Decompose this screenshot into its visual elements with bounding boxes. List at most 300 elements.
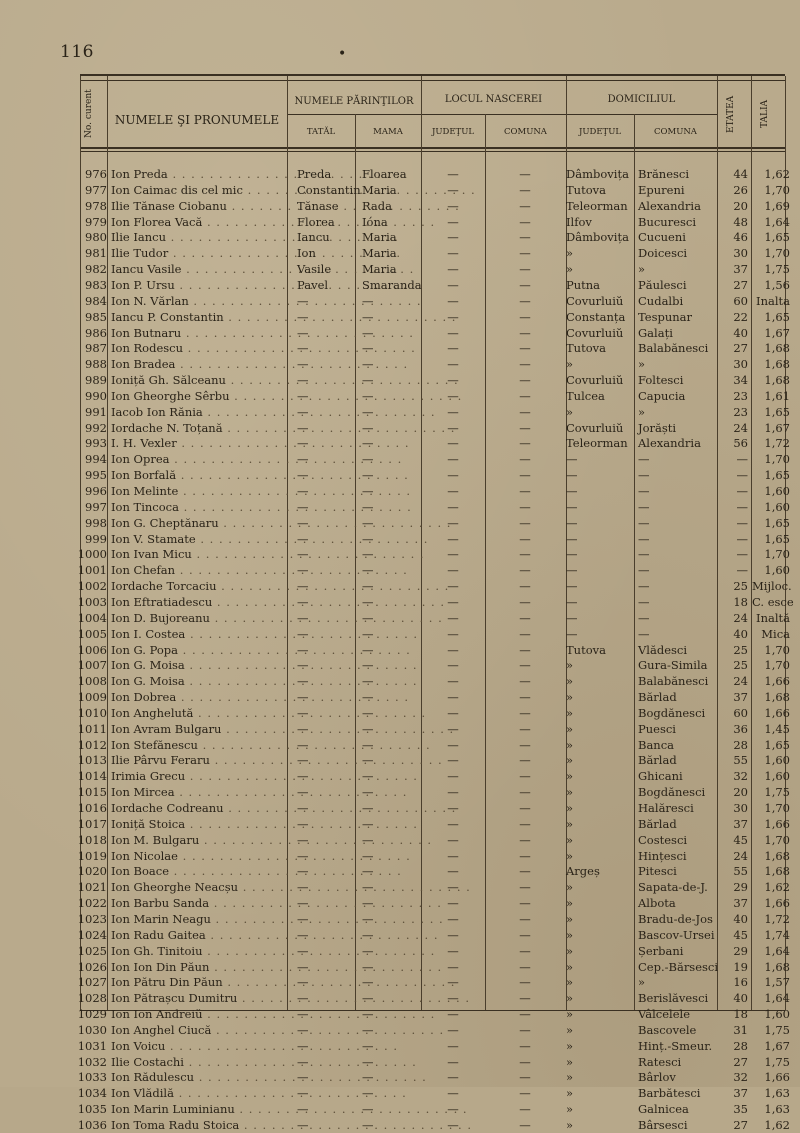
birth-commune: — [519,436,531,451]
table-row [0,594,800,610]
residence-commune: Bucuresci [638,214,697,229]
person-name: Ion Borfală . . . [111,467,286,483]
height: 1,66 [764,1070,790,1085]
birth-commune: — [519,468,531,483]
birth-commune: — [519,864,531,879]
birth-commune: — [519,484,531,498]
residence-county: — [566,547,578,562]
age: 27 [733,1054,748,1069]
mother-name: Rada [362,198,392,213]
mother-name: — [362,357,374,372]
mother-name: — [362,785,374,800]
residence-commune: » [638,404,646,419]
row-number: 1019 [77,848,107,863]
table-row [0,1054,800,1070]
subheader-rule [287,114,717,115]
height: 1,70 [764,547,790,562]
birth-county: — [447,246,459,261]
residence-county: Covurluiŭ [566,420,624,435]
row-number: 977 [85,182,107,197]
birth-county: — [447,927,459,942]
height: C. esce [752,594,794,609]
header-locul-nascerei: LOCUL NASCEREI [444,94,543,105]
birth-county: — [447,832,459,847]
table-row [0,689,800,705]
birth-county: — [447,1118,459,1132]
mother-name: Maria [362,230,397,245]
row-number: 1001 [77,563,107,578]
birth-commune: — [519,563,531,578]
header-judetul-domiciliu: JUDEŢUL [578,127,622,137]
table-row [0,848,800,864]
table-row [0,277,800,293]
birth-county: — [447,1070,459,1085]
height: 1,68 [764,959,790,974]
age: — [736,468,748,483]
age: — [736,563,748,578]
table-row [0,1101,800,1117]
age: 24 [733,674,748,689]
father-name: — [297,420,309,435]
age: 28 [733,1038,748,1053]
mother-name: — [362,468,374,483]
table-row [0,356,800,372]
person-name: Ilie Iancu . . . [111,229,286,245]
residence-county: — [566,515,578,530]
mother-name: — [362,991,374,1006]
person-name: Ion Rădulescu . . . [111,1069,286,1085]
birth-commune: — [519,452,531,467]
residence-county: » [566,816,574,831]
residence-commune: — [638,594,650,609]
age: — [736,499,748,514]
age: 24 [733,610,748,625]
birth-commune: — [519,341,531,356]
age: 25 [733,642,748,657]
residence-commune: Bărlad [638,753,677,768]
birth-commune: — [519,785,531,800]
age: 40 [733,991,748,1006]
mother-name: — [362,927,374,942]
residence-commune: Galați [638,325,673,340]
height: 1,60 [764,563,790,578]
mother-name: — [362,563,374,578]
birth-county: — [447,1102,459,1117]
row-number: 1005 [77,626,107,641]
residence-commune: Epureni [638,182,685,197]
mother-name: Smaranda [362,277,422,292]
residence-commune: Hinț.-Smeur. [638,1038,713,1053]
residence-county: Constanța [566,309,626,324]
height: 1,45 [764,721,790,736]
person-name: Ion Toma Radu Stoica . . . [111,1117,286,1133]
residence-commune: Puesci [638,721,676,736]
table-row [0,515,800,531]
height: 1,65 [764,230,790,245]
mother-name: Floarea [362,167,407,181]
table-row [0,1038,800,1054]
row-number: 1024 [77,927,107,942]
person-name: Ion Stefănescu . . . [111,737,286,753]
person-name: Ion G. Moisa . . . [111,673,286,689]
birth-county: — [447,959,459,974]
residence-commune: Bradu-de-Jos [638,911,713,926]
person-name: Ion Tincoca . . . [111,499,286,515]
residence-commune: Cucueni [638,230,686,245]
birth-commune: — [519,293,531,308]
person-name: Ilie Tudor . . . [111,245,286,261]
row-number: 994 [85,452,107,467]
mother-name: Ióna [362,214,388,229]
residence-commune: — [638,531,650,546]
residence-commune: — [638,452,650,467]
residence-commune: Șerbani [638,943,684,958]
residence-commune: Ghicani [638,769,683,784]
residence-commune: Bărlad [638,816,677,831]
person-name: Ion Caimac dis cel mic . . . [111,182,286,198]
person-name: Ion V. Stamate . . . [111,531,286,547]
age: 36 [733,721,748,736]
row-number: 996 [85,484,107,498]
birth-county: — [447,420,459,435]
residence-commune: Balabănesci [638,674,709,689]
birth-commune: — [519,721,531,736]
height: 1,65 [764,468,790,483]
height: 1,65 [764,531,790,546]
age: 45 [733,927,748,942]
age: 37 [733,690,748,705]
birth-county: — [447,325,459,340]
residence-commune: Berislăvesci [638,991,709,1006]
birth-commune: — [519,610,531,625]
person-name: Ion Mircea . . . [111,784,286,800]
mother-name: — [362,373,374,388]
father-name: — [297,864,309,879]
residence-county: » [566,991,574,1006]
person-name: Ion Anghel Ciucă . . . [111,1022,286,1038]
birth-commune: — [519,515,531,530]
birth-county: — [447,388,459,403]
table-row [0,546,800,562]
residence-commune: Tespunar [638,309,693,324]
mother-name: — [362,880,374,895]
person-name: Ioniță Gh. Sălceanu . . . [111,372,286,388]
row-number: 1036 [77,1118,107,1132]
mother-name: — [362,325,374,340]
residence-county: » [566,1118,574,1132]
height: 1,70 [764,658,790,673]
row-number: 984 [85,293,107,308]
person-name: Ion Radu Gaitea . . . [111,927,286,943]
residence-county: » [566,1086,574,1101]
row-number: 1010 [77,705,107,720]
father-name: — [297,959,309,974]
row-number: 983 [85,277,107,292]
birth-county: — [447,468,459,483]
height: 1,60 [764,753,790,768]
row-number: 1022 [77,896,107,911]
table-row [0,863,800,879]
age: 16 [733,975,748,990]
height: 1,63 [764,1102,790,1117]
table-row [0,832,800,848]
age: 20 [733,785,748,800]
mother-name: — [362,1022,374,1037]
mother-name: — [362,1038,374,1053]
birth-commune: — [519,880,531,895]
residence-county: — [566,468,578,483]
father-name: — [297,1102,309,1117]
residence-county: » [566,1022,574,1037]
birth-commune: — [519,1102,531,1117]
residence-county: » [566,1054,574,1069]
table-row [0,911,800,927]
birth-commune: — [519,801,531,815]
table-row [0,673,800,689]
age: 22 [733,309,748,324]
birth-county: — [447,293,459,308]
person-name: Iancu P. Constantin . . . [111,309,286,325]
birth-county: — [447,864,459,879]
birth-commune: — [519,705,531,720]
residence-commune: — [638,563,650,578]
birth-county: — [447,262,459,277]
father-name: — [297,468,309,483]
age: 40 [733,911,748,926]
birth-commune: — [519,531,531,546]
father-name: — [297,499,309,514]
age: 56 [733,436,748,451]
birth-commune: — [519,262,531,277]
row-number: 1009 [77,690,107,705]
residence-county: — [566,610,578,625]
age: 24 [733,420,748,435]
residence-commune: Costesci [638,832,688,847]
residence-county: » [566,1102,574,1117]
residence-commune: — [638,484,650,498]
age: 37 [733,1086,748,1101]
residence-county: » [566,785,574,800]
birth-commune: — [519,1022,531,1037]
height: 1,67 [764,420,790,435]
table-row [0,927,800,943]
person-name: Ion Melinte . . . [111,483,286,499]
residence-county: » [566,357,574,372]
birth-commune: — [519,690,531,705]
birth-county: — [447,373,459,388]
mother-name: — [362,626,374,641]
height: Inalta [756,293,790,308]
person-name: Ion Rodescu . . . [111,340,286,356]
father-name: — [297,1118,309,1132]
father-name: — [297,452,309,467]
row-number: 1025 [77,943,107,958]
residence-commune: Vlădesci [638,642,688,657]
birth-commune: — [519,594,531,609]
residence-county: — [566,452,578,467]
height: 1,69 [764,198,790,213]
mother-name: — [362,293,374,308]
birth-commune: — [519,1086,531,1101]
father-name: Florea [297,214,335,229]
birth-county: — [447,309,459,324]
birth-commune: — [519,373,531,388]
residence-county: Covurluiŭ [566,373,624,388]
birth-commune: — [519,230,531,245]
residence-commune: — [638,499,650,514]
height: 1,64 [764,991,790,1006]
residence-county: Teleorman [566,436,628,451]
age: 30 [733,246,748,261]
birth-commune: — [519,325,531,340]
row-number: 993 [85,436,107,451]
person-name: Iordache Torcaciu . . . [111,578,286,594]
table-row [0,1006,800,1022]
residence-commune: » [638,262,646,277]
birth-county: — [447,769,459,784]
birth-commune: — [519,547,531,562]
residence-commune: Foltesci [638,373,684,388]
person-name: Ilie Pârvu Feraru . . . [111,752,286,768]
residence-commune: Bascov-Ursei [638,927,715,942]
height: 1,63 [764,1086,790,1101]
person-name: Ion I. Costea . . . [111,626,286,642]
father-name: — [297,753,309,768]
birth-county: — [447,1022,459,1037]
father-name: — [297,579,309,594]
birth-county: — [447,737,459,752]
row-number: 1012 [77,737,107,752]
mother-name: — [362,484,374,498]
table-row [0,451,800,467]
residence-commune: Gura-Simila [638,658,708,673]
residence-county: » [566,1007,574,1022]
row-number: 1004 [77,610,107,625]
residence-commune: Balabănesci [638,341,709,356]
height: 1,65 [764,737,790,752]
father-name: — [297,1007,309,1022]
birth-commune: — [519,753,531,768]
birth-county: — [447,182,459,197]
age: — [736,515,748,530]
mother-name: — [362,547,374,562]
birth-commune: — [519,214,531,229]
birth-county: — [447,610,459,625]
father-name: Tănase [297,198,339,213]
person-name: Ion Oprea . . . [111,451,286,467]
top-rule-thin [80,80,785,81]
header-judetul-nascere: JUDEŢUL [431,127,475,137]
birth-county: — [447,594,459,609]
father-name: — [297,880,309,895]
birth-commune: — [519,943,531,958]
birth-county: — [447,753,459,768]
father-name: — [297,991,309,1006]
height: 1,72 [764,911,790,926]
birth-county: — [447,277,459,292]
mother-name: — [362,975,374,990]
person-name: Ion Voicu . . . [111,1038,286,1054]
birth-county: — [447,341,459,356]
birth-commune: — [519,357,531,372]
birth-commune: — [519,309,531,324]
mother-name: — [362,848,374,863]
residence-county: » [566,404,574,419]
age: 27 [733,277,748,292]
table-row [0,1117,800,1133]
header-domiciliul: DOMICILIUL [607,94,676,105]
birth-commune: — [519,737,531,752]
person-name: Ion Boace . . . [111,863,286,879]
birth-commune: — [519,927,531,942]
table-row [0,737,800,753]
father-name: — [297,832,309,847]
row-number: 988 [85,357,107,372]
row-number: 986 [85,325,107,340]
height: 1,66 [764,896,790,911]
table-row [0,340,800,356]
residence-county: — [566,499,578,514]
residence-county: » [566,911,574,926]
table-row [0,467,800,483]
residence-county: Tulcea [566,388,605,403]
father-name: — [297,737,309,752]
age: 24 [733,848,748,863]
row-number: 1011 [77,721,107,736]
mother-name: — [362,959,374,974]
header-talia: TALIA [760,99,770,129]
father-name: Iancu [297,230,330,245]
table-row [0,245,800,261]
row-number: 989 [85,373,107,388]
age: — [736,547,748,562]
age: 25 [733,658,748,673]
height: 1,64 [764,943,790,958]
age: — [736,531,748,546]
row-number: 999 [85,531,107,546]
height: 1,74 [764,927,790,942]
table-row [0,293,800,309]
residence-commune: Brănesci [638,167,690,181]
person-name: Ion Ivan Micu . . . [111,546,286,562]
person-name: Ion Ion Andreiŭ . . . [111,1006,286,1022]
father-name: — [297,404,309,419]
person-name: Ilie Costachi . . . [111,1054,286,1070]
residence-commune: Bogdănesci [638,705,706,720]
residence-commune: » [638,357,646,372]
age: 46 [733,230,748,245]
header-comuna-domiciliu: COMUNA [654,127,697,137]
father-name: — [297,927,309,942]
person-name: Ion Gheorghe Neacșu . . . [111,879,286,895]
father-name: — [297,1038,309,1053]
age: 23 [733,388,748,403]
residence-county: » [566,943,574,958]
birth-county: — [447,674,459,689]
residence-county: Ilfov [566,214,592,229]
residence-commune: Cudalbi [638,293,684,308]
birth-county: — [447,547,459,562]
birth-county: — [447,991,459,1006]
residence-commune: Bascovele [638,1022,697,1037]
height: 1,56 [764,277,790,292]
row-number: 1035 [77,1102,107,1117]
age: 31 [733,1022,748,1037]
residence-county: » [566,721,574,736]
age: 19 [733,959,748,974]
mother-name: Maria [362,262,397,277]
birth-county: — [447,515,459,530]
